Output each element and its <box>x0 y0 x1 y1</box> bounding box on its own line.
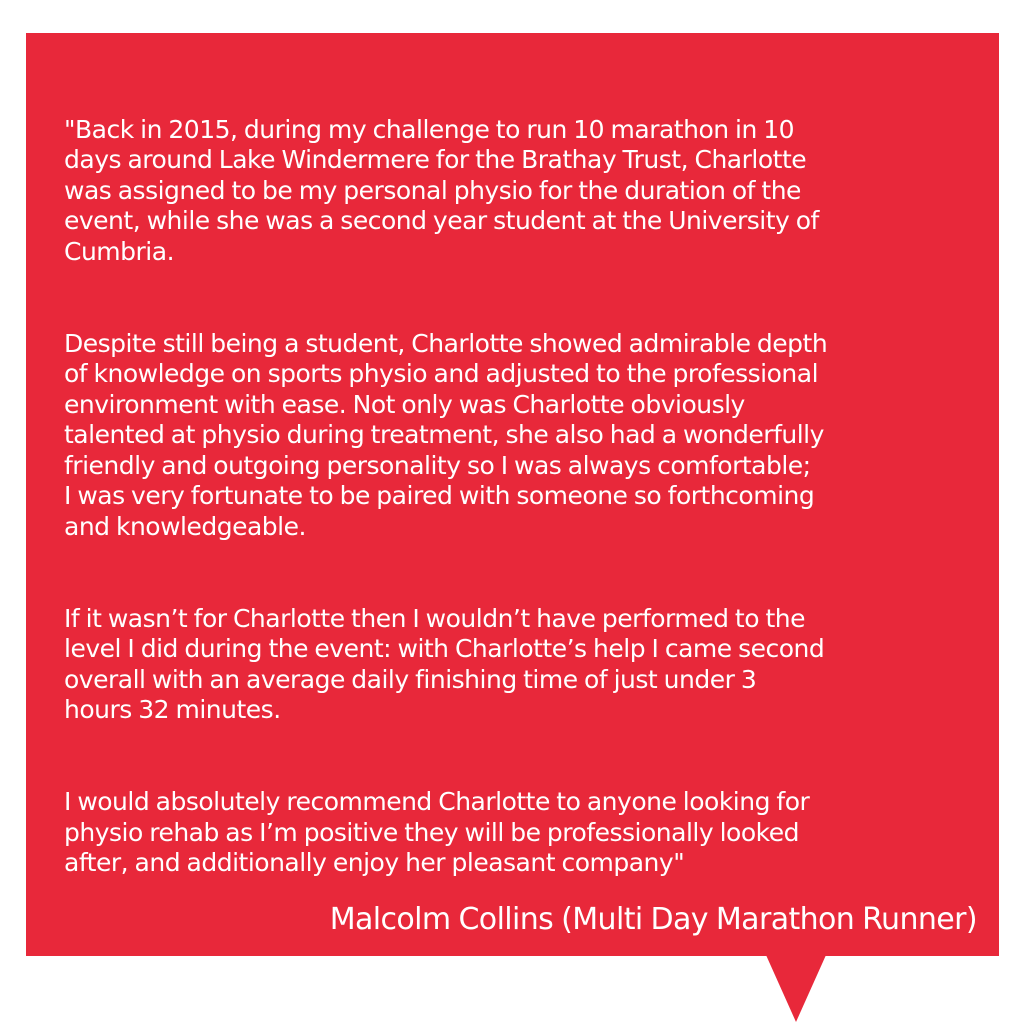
quote-paragraph-4: I would absolutely recommend Charlotte to anyone looking for physio rehab as I’m positive they will be professionally looked after, and additionally enjoy her pleasant company" <box>64 787 810 877</box>
speech-bubble-tail <box>766 955 826 1022</box>
quote-paragraph-3: If it wasn’t for Charlotte then I wouldn’t have performed to the level I did during the event: with Charlotte’s help I came second overall with an average daily finishing time of just under 3 hours 32 minutes. <box>64 603 825 724</box>
testimonial-quote <box>64 84 974 909</box>
testimonial-attribution: Malcolm Collins (Multi Day Marathon Runner) <box>329 902 977 937</box>
quote-paragraph-1: "Back in 2015, during my challenge to run 10 marathon in 10 days around Lake Windermere for the Brathay Trust, Charlotte was assigned to be my personal physio for the duration of the event, while she was a second year student at the University of Cumbria. <box>64 114 819 266</box>
quote-paragraph-2: Despite still being a student, Charlotte showed admirable depth of knowledge on sports physio and adjusted to the professional environment with ease. Not only was Charlotte obviously talented at physio during treatment, she also had a wonderfully friendly and outgoing personality so I was always comfortable; I was very fortunate to be paired with someone so forthcoming and knowledgeable. <box>64 328 828 541</box>
